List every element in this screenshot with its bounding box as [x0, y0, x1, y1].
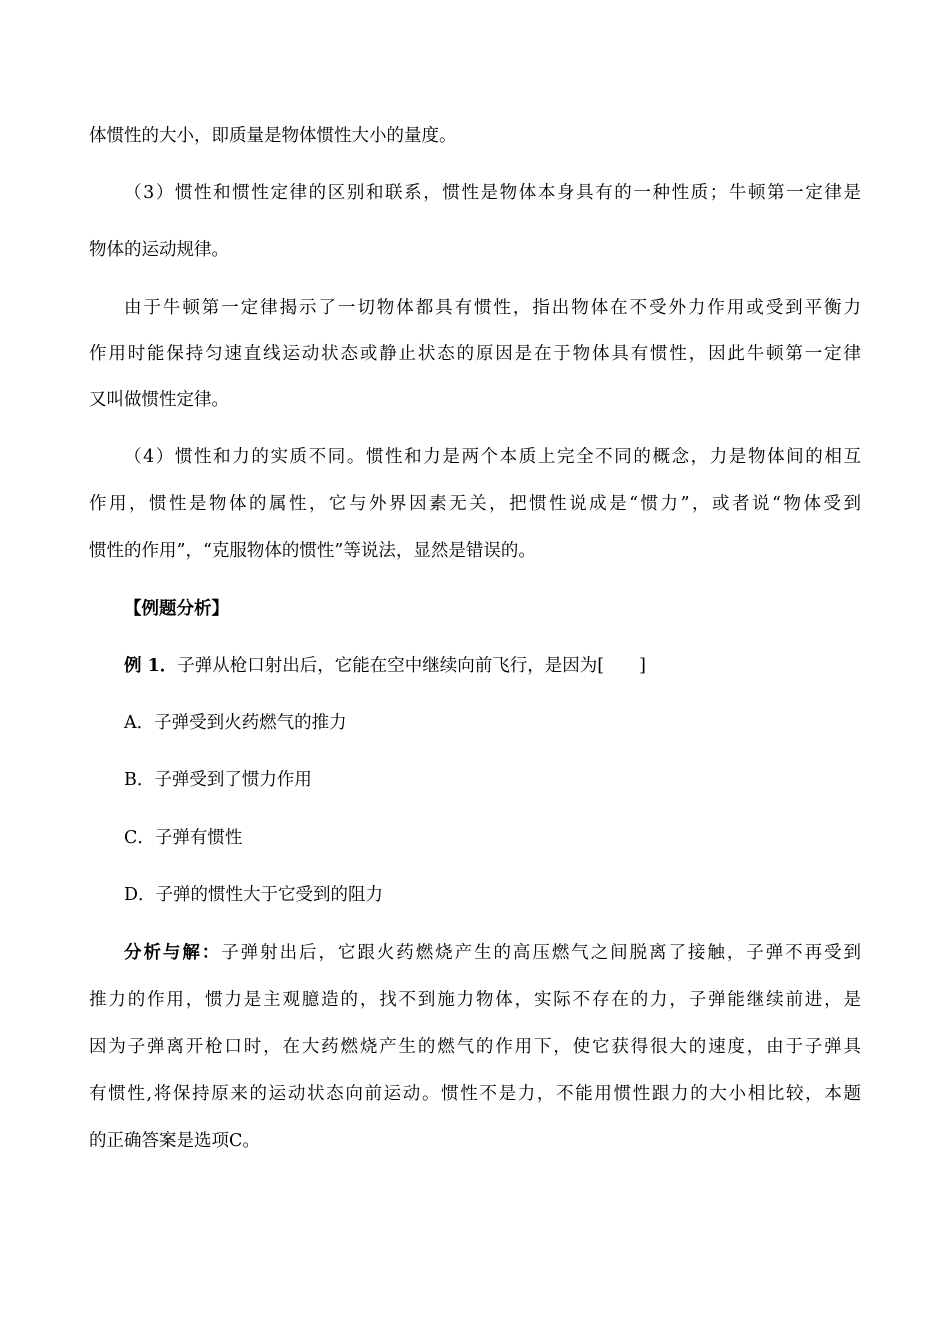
- paragraph-line: 作用，惯性是物体的属性，它与外界因素无关，把惯性说成是“惯力”，或者说“物体受到: [89, 494, 861, 514]
- option-d: D．子弹的惯性大于它受到的阻力: [124, 885, 384, 905]
- paragraph-line: 由于牛顿第一定律揭示了一切物体都具有惯性，指出物体在不受外力作用或受到平衡力: [124, 298, 861, 318]
- section-heading: 【例题分析】: [124, 599, 229, 619]
- analysis-line: 有惯性,将保持原来的运动状态向前运动。惯性不是力，不能用惯性跟力的大小相比较，本题: [89, 1084, 861, 1104]
- analysis-text: 子弹射出后，它跟火药燃烧产生的高压燃气之间脱离了接触，子弹不再受到: [221, 943, 862, 963]
- option-b: B．子弹受到了惯力作用: [124, 770, 312, 790]
- paragraph-line: 物体的运动规律。: [89, 240, 229, 260]
- paragraph-line: 惯性的作用”，“克服物体的惯性”等说法，显然是错误的。: [89, 541, 536, 561]
- option-c: C．子弹有惯性: [124, 828, 243, 848]
- paragraph-line: 作用时能保持匀速直线运动状态或静止状态的原因是在于物体具有惯性，因此牛顿第一定律: [89, 344, 861, 364]
- example-label: 例 1．: [124, 656, 178, 676]
- analysis-line: 的正确答案是选项C。: [89, 1131, 260, 1151]
- analysis-line: [124, 941, 861, 965]
- analysis-label: 分析与解：: [124, 943, 222, 963]
- paragraph-line: 体惯性的大小，即质量是物体惯性大小的量度。: [89, 126, 457, 146]
- example-question: [124, 654, 646, 678]
- paragraph-line: （4）惯性和力的实质不同。惯性和力是两个本质上完全不同的概念，力是物体间的相互: [124, 447, 861, 467]
- paragraph-line: （3）惯性和惯性定律的区别和联系，惯性是物体本身具有的一种性质；牛顿第一定律是: [124, 183, 861, 203]
- option-a: A．子弹受到火药燃气的推力: [124, 713, 347, 733]
- example-question-text: 子弹从枪口射出后，它能在空中继续向前飞行，是因为[ ]: [177, 656, 646, 676]
- analysis-line: 推力的作用，惯力是主观臆造的，找不到施力物体，实际不存在的力，子弹能继续前进，是: [89, 990, 861, 1010]
- paragraph-line: 又叫做惯性定律。: [89, 390, 229, 410]
- analysis-line: 因为子弹离开枪口时，在大药燃烧产生的燃气的作用下，使它获得很大的速度，由于子弹具: [89, 1037, 861, 1057]
